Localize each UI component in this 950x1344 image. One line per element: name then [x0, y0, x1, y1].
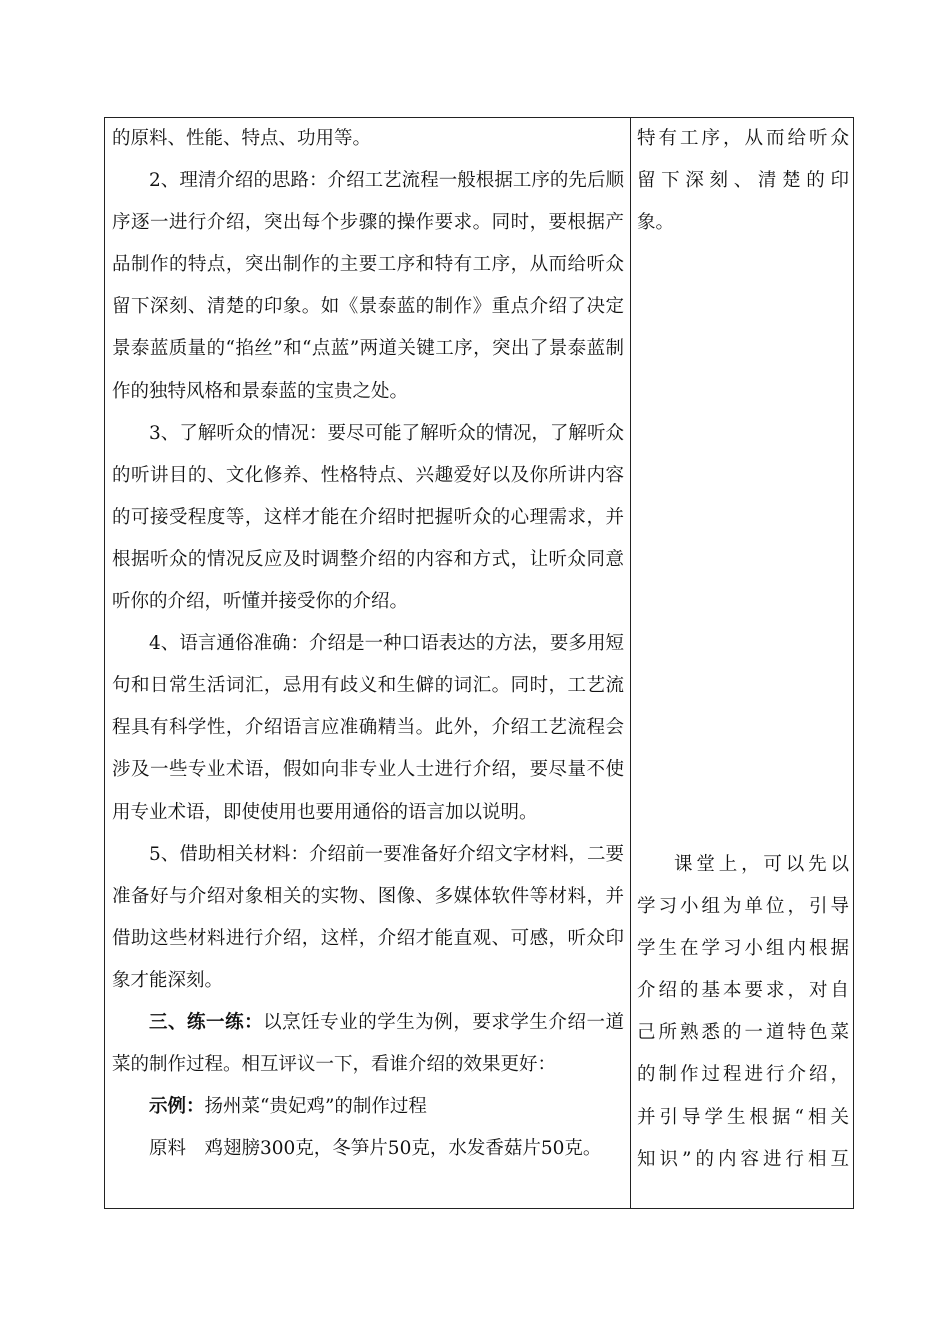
paragraph-continuation: 的原料、性能、特点、功用等。 [112, 128, 372, 149]
paragraph-ingredients: 原料 鸡翅膀300克，冬笋片50克，水发香菇片50克。 [149, 1138, 602, 1160]
column-divider [630, 118, 631, 1208]
note-line: 学习小组为单位，引导 [637, 896, 849, 918]
paragraph-point-2: 2、理清介绍的思路：介绍工艺流程一般根据工序的先后顺序逐一进行介绍，突出每个步骤的操作要求。同时，要根据产品制作的特点，突出制作的主要工序和特有工序，从而给听众留下深刻、清楚的印象。如《景泰蓝的制作》重点介绍了决定景泰蓝质量的“掐丝”和“点蓝”两道关键工序，突出了景泰蓝制作的独特风格和景泰蓝的宝贵之处。 [112, 170, 624, 402]
right-column [637, 118, 849, 1170]
example-heading: 示例： [149, 1096, 205, 1118]
note-line: 介绍的基本要求，对自 [637, 980, 849, 1002]
note-line: 特有工序，从而给听众 [637, 128, 849, 149]
note-line: 留下深刻、清楚的印 [637, 170, 849, 192]
example-title: 扬州菜“贵妃鸡”的制作过程 [204, 1096, 427, 1118]
note-line: 知识”的内容进行相互 [637, 1148, 849, 1170]
note-line: 的制作过程进行介绍， [637, 1064, 849, 1086]
paragraph-point-4: 4、语言通俗准确：介绍是一种口语表达的方法，要多用短句和日常生活词汇，忌用有歧义和生僻的词汇。同时，工艺流程具有科学性，介绍语言应准确精当。此外，介绍工艺流程会涉及一些专业术语，假如向非专业人士进行介绍，要尽量不使用专业术语，即使使用也要用通俗的语言加以说明。 [112, 633, 624, 823]
left-column [112, 118, 624, 1170]
practice-text: 以烹饪专业的学生为例，要求学生介绍一道菜的制作过程。相互评议一下，看谁介绍的效果更好： [112, 1011, 624, 1076]
paragraph-example [112, 1086, 624, 1128]
paragraph-point-5: 5、借助相关材料：介绍前一要准备好介绍文字材料，二要准备好与介绍对象相关的实物、图像、多媒体软件等材料，并借助这些材料进行介绍，这样，介绍才能直观、可感，听众印象才能深刻。 [112, 843, 624, 991]
right-top-note [637, 118, 849, 244]
note-line: 课堂上，可以先以 [674, 854, 849, 875]
right-bottom-note [637, 844, 849, 1181]
note-line: 并引导学生根据“相关 [637, 1106, 849, 1128]
paragraph-practice [112, 1002, 624, 1086]
practice-heading: 三、练一练： [149, 1011, 264, 1033]
note-line: 象。 [637, 212, 675, 234]
paragraph-point-3: 3、了解听众的情况：要尽可能了解听众的情况，了解听众的听讲目的、文化修养、性格特点、兴趣爱好以及你所讲内容的可接受程度等，这样才能在介绍时把握听众的心理需求，并根据听众的情况反应及时调整介绍的内容和方式，让听众同意听你的介绍，听懂并接受你的介绍。 [112, 422, 624, 613]
note-line: 己所熟悉的一道特色菜 [637, 1022, 849, 1044]
lesson-table [104, 117, 854, 1209]
note-line: 学生在学习小组内根据 [637, 938, 849, 960]
